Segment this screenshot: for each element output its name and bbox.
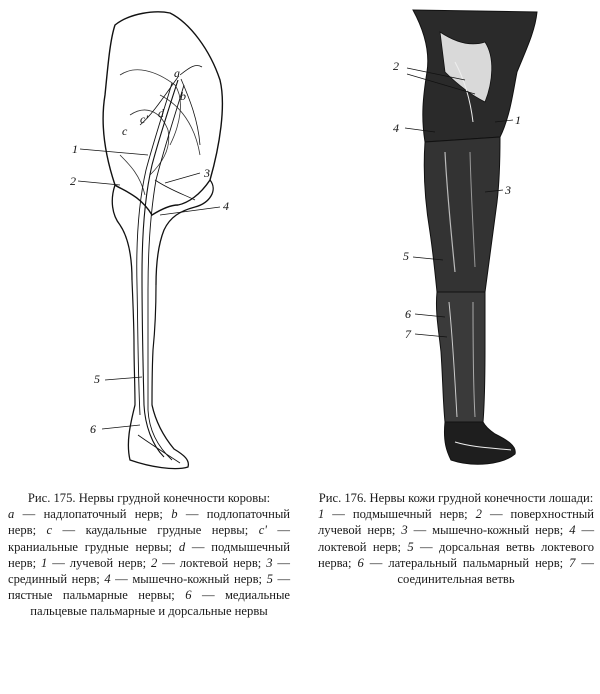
legend-text: дорсальная ветвь локтевого нерва; [318,539,595,570]
fig176-label-5: 5 [403,249,409,263]
fig175-label-b: b [180,89,186,103]
figure-175-illustration [60,5,260,475]
legend-text: мышечно-кожный нерв; [432,523,564,538]
legend-entry: 6 — латеральный пальмарный нерв; [357,555,564,570]
legend-key: 3 [401,523,408,538]
legend-text: подлопаточный нерв; [8,507,291,538]
legend-key: 7 [569,555,576,570]
legend-entry: 2 — поверхностный лучевой нерв; [318,507,595,538]
legend-entry: 3 — мышечно-кожный нерв; [401,523,564,538]
legend-key: 5 [266,572,273,587]
legend-text: лучевой нерв; [69,555,147,570]
fig175-label-5: 5 [94,372,100,386]
legend-key: d [178,539,186,554]
figure-175-legend [8,506,290,619]
legend-entry: a — надлопаточный нерв; [8,507,163,522]
legend-text: латеральный пальмарный нерв; [388,555,564,570]
cow-forelimb-drawing [60,5,260,475]
legend-entry: c' — краниальные грудные нервы; [8,523,291,554]
legend-text: краниальные грудные нервы; [8,539,173,554]
legend-text: локтевой нерв; [179,555,262,570]
legend-key: 6 [185,588,192,603]
legend-key: c' [258,523,267,538]
legend-key: 3 [266,555,273,570]
figure-176-caption-title: Рис. 176. Нервы кожи грудной конечности лошади: [318,491,594,505]
fig175-label-6: 6 [90,422,96,436]
fig175-label-4: 4 [223,199,229,213]
legend-text: медиальные пальцевые пальмарные и дорсальные нервы [30,588,291,619]
figure-176-legend [318,506,594,587]
fig175-label-3: 3 [204,166,210,180]
fig176-label-3: 3 [505,183,511,197]
horse-forelimb-drawing [385,2,555,472]
legend-key: a [8,507,15,522]
fig176-label-4: 4 [393,121,399,135]
legend-entry: 2 — локтевой нерв; [151,555,262,570]
legend-text: срединный нерв; [8,572,100,587]
legend-entry: c — каудальные грудные нервы; [46,523,249,538]
legend-text: поверхностный лучевой нерв; [318,507,595,538]
figure-175-caption [8,490,290,620]
legend-text: подмышечный нерв; [8,539,290,570]
legend-key: 1 [41,555,48,570]
legend-text: пястные пальмарные нервы; [8,588,175,603]
fig176-label-1: 1 [515,113,521,127]
fig175-label-c-prime: c' [140,112,148,126]
legend-entry: 5 — дорсальная ветвь локтевого нерва; [318,539,595,570]
legend-key: 4 [104,572,111,587]
fig175-label-a: a [174,66,180,80]
legend-text: подмышечный нерв; [352,507,468,522]
fig176-label-2: 2 [393,59,399,73]
legend-key: 4 [569,523,576,538]
legend-entry: 7 — соединительная ветвь [397,555,594,587]
legend-key: 5 [407,539,414,554]
legend-entry: b — подлопаточный нерв; [8,507,291,538]
legend-key: b [171,507,178,522]
fig175-label-1: 1 [72,142,78,156]
legend-key: 2 [151,555,158,570]
legend-entry: 3 — срединный нерв; [8,555,290,587]
legend-key: 2 [475,507,482,522]
legend-entry: 4 — локтевой нерв; [318,523,595,554]
legend-key: 1 [318,507,325,522]
legend-key: 6 [357,555,364,570]
legend-entry: d — подмышечный нерв; [8,539,290,570]
fig175-label-c: c [122,124,128,138]
legend-text: мышечно-кожный нерв; [132,572,263,587]
legend-entry: 4 — мышечно-кожный нерв; [104,572,263,587]
legend-entry: 6 — медиальные пальцевые пальмарные и дорсальные нервы [30,588,291,619]
legend-entry: 1 — лучевой нерв; [41,555,147,570]
fig176-label-7: 7 [405,327,411,341]
legend-text: каудальные грудные нервы; [85,523,249,538]
legend-text: локтевой нерв; [318,539,401,554]
fig175-label-d: d [158,106,164,120]
fig175-label-2: 2 [70,174,76,188]
figure-175-caption-title: Рис. 175. Нервы грудной конечности коровы: [27,491,271,505]
figure-176-illustration [385,2,555,472]
figure-176-caption [318,490,594,587]
legend-entry: 5 — пястные пальмарные нервы; [8,572,291,603]
legend-text: надлопаточный нерв; [43,507,163,522]
legend-entry: 1 — подмышечный нерв; [318,507,468,522]
fig176-label-6: 6 [405,307,411,321]
legend-key: c [46,523,53,538]
legend-text: соединительная ветвь [397,572,515,587]
